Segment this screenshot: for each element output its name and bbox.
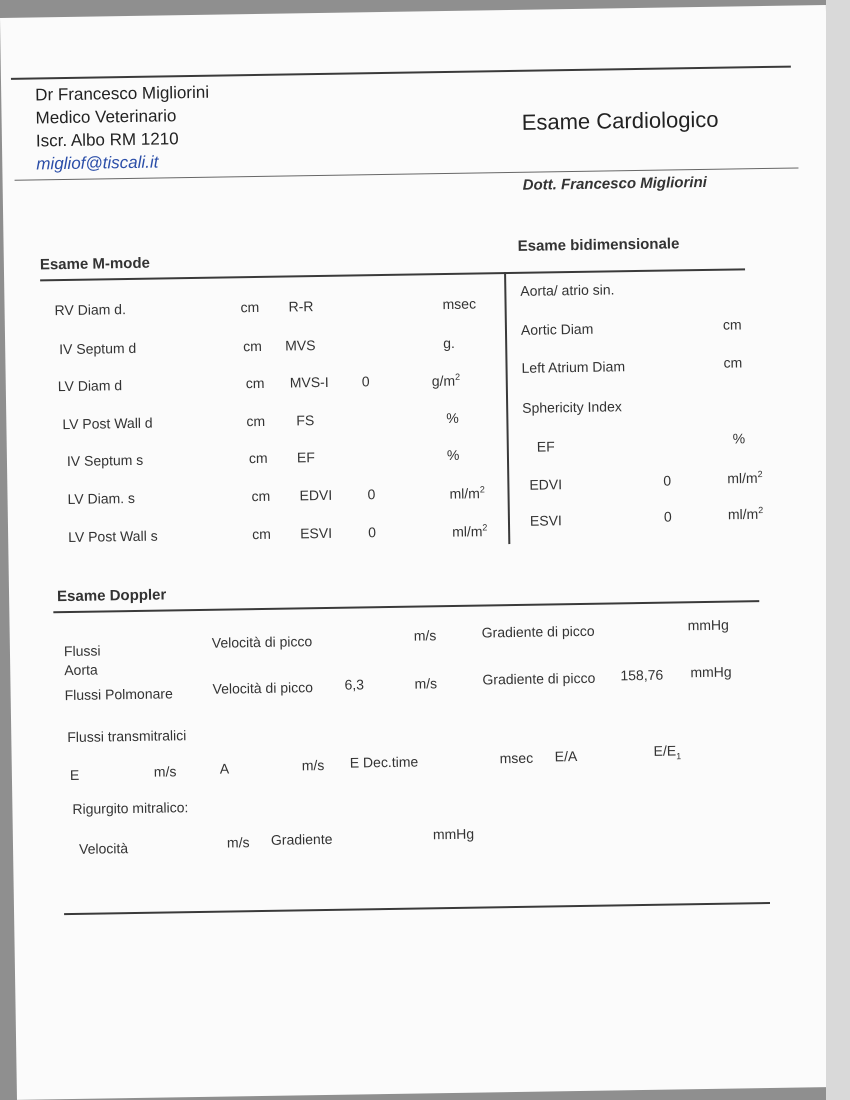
rigurgito-vel-label: Velocità xyxy=(78,840,129,857)
scan-edge xyxy=(826,0,850,1100)
polm-vel-unit: m/s xyxy=(414,675,438,692)
polm-grad-unit: mmHg xyxy=(690,663,732,681)
bidim-value: 0 xyxy=(663,508,672,525)
mmode-param: R-R xyxy=(288,298,314,315)
mmode-unit: cm xyxy=(251,487,271,505)
bidim-label: Sphericity Index xyxy=(522,398,622,416)
mmode-param: EF xyxy=(296,449,315,466)
mmode-unit2: % xyxy=(446,409,459,427)
mmode-label: IV Septum d xyxy=(59,339,137,358)
mmode-param: EDVI xyxy=(299,486,333,504)
mmode-unit: cm xyxy=(246,412,266,430)
column-divider xyxy=(504,272,510,544)
mmode-label: RV Diam d. xyxy=(54,301,127,319)
transmitral-dec-unit: msec xyxy=(499,749,534,767)
top-rule xyxy=(11,66,791,80)
email: migliof@tiscali.it xyxy=(36,152,159,174)
mmode-label: IV Septum s xyxy=(66,451,144,470)
mmode-unit: cm xyxy=(252,525,271,543)
polm-vel-label: Velocità di picco xyxy=(212,679,314,697)
polm-grad-label: Gradiente di picco xyxy=(482,669,596,688)
rigurgito-title: Rigurgito mitralico: xyxy=(72,799,189,817)
bidim-unit: cm xyxy=(722,316,742,333)
mmode-unit: cm xyxy=(248,449,268,467)
transmitral-dec-label: E Dec.time xyxy=(349,753,419,771)
page-title: Esame Cardiologico xyxy=(521,106,719,135)
bidim-unit: cm xyxy=(723,354,743,371)
mmode-unit2: msec xyxy=(442,295,477,313)
transmitral-a-label: A xyxy=(219,760,230,777)
transmitral-ea-label: E/A xyxy=(554,748,578,765)
bidim-label: EF xyxy=(536,438,555,455)
aorta-grad-label: Gradiente di picco xyxy=(481,622,595,641)
bidim-label: ESVI xyxy=(529,512,562,529)
mmode-unit: cm xyxy=(245,374,265,392)
bidim-unit: $ml/m^2$ xyxy=(727,505,764,523)
rigurgito-vel-unit: m/s xyxy=(226,834,250,851)
mmode-label: LV Post Wall d xyxy=(62,414,153,433)
mmode-label: LV Post Wall s xyxy=(68,527,158,545)
flussi-aorta-label: Flussi xyxy=(63,642,101,660)
transmitral-e-unit: m/s xyxy=(153,763,177,780)
mmode-unit2: g. xyxy=(443,334,455,352)
bidim-label: Left Atrium Diam xyxy=(521,358,626,376)
aorta-grad-unit: mmHg xyxy=(687,616,729,634)
transmitral-e-label: E xyxy=(69,766,80,783)
bidim-title: Esame bidimensionale xyxy=(517,235,680,255)
bidim-value: 0 xyxy=(663,472,672,489)
mmode-unit2: $ml/m^2$ xyxy=(449,484,485,502)
bidim-label: EDVI xyxy=(529,476,563,493)
mmode-label: LV Diam d xyxy=(57,377,123,395)
aorta-vel-unit: m/s xyxy=(413,627,437,644)
transmitral-title: Flussi transmitralici xyxy=(67,727,187,746)
doctor-role: Medico Veterinario xyxy=(35,106,177,128)
bidim-label: Aortic Diam xyxy=(520,320,594,338)
mmode-param: MVS-I xyxy=(289,373,329,391)
bidim-label: Aorta/ atrio sin. xyxy=(520,281,615,299)
mmode-param: FS xyxy=(296,412,315,429)
doctor-name: Dr Francesco Migliorini xyxy=(35,82,210,105)
rigurgito-grad-unit: mmHg xyxy=(432,825,475,843)
mmode-param: ESVI xyxy=(300,524,333,542)
rigurgito-grad-label: Gradiente xyxy=(270,830,333,848)
mmode-unit2: % xyxy=(446,446,460,464)
aorta-vel-label: Velocità di picco xyxy=(211,633,313,651)
mmode-unit: cm xyxy=(240,298,260,316)
flussi-aorta-label2: Aorta xyxy=(64,661,98,679)
mmode-value: 0 xyxy=(361,373,370,390)
mmode-param: MVS xyxy=(285,337,316,354)
flussi-polmonare-label: Flussi Polmonare xyxy=(64,685,173,704)
bidim-unit: $ml/m^2$ xyxy=(727,469,763,487)
bidim-unit: % xyxy=(732,430,746,447)
mmode-value: 0 xyxy=(367,486,376,503)
transmitral-a-unit: m/s xyxy=(301,756,325,774)
registration: Iscr. Albo RM 1210 xyxy=(35,129,179,151)
mmode-title: Esame M-mode xyxy=(39,254,151,274)
polm-vel-value: 6,3 xyxy=(344,676,365,693)
mmode-value: 0 xyxy=(367,524,377,541)
doppler-title: Esame Doppler xyxy=(56,586,167,606)
document-page xyxy=(0,5,843,1100)
polm-grad-value: 158,76 xyxy=(620,666,664,684)
mmode-unit: cm xyxy=(243,337,262,355)
mmode-label: LV Diam. s xyxy=(67,489,136,507)
mmode-unit2: $ml/m^2$ xyxy=(451,522,488,540)
signature-name: Dott. Francesco Migliorini xyxy=(522,173,707,194)
bottom-rule xyxy=(64,902,770,915)
transmitral-ee-label: $E/E_1$ xyxy=(653,742,682,762)
mmode-unit2: $g/m^2$ xyxy=(431,371,461,389)
